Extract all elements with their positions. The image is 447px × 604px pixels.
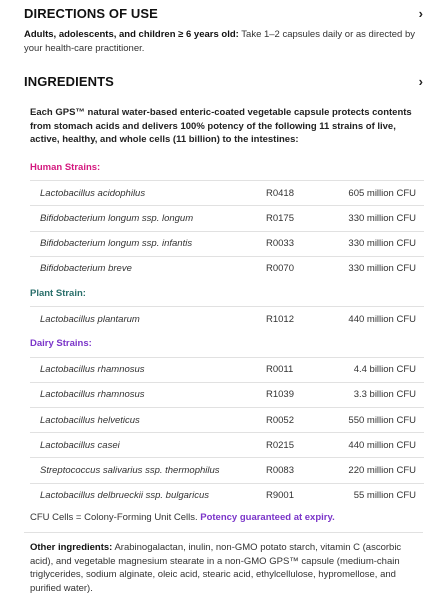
ingredients-title: INGREDIENTS xyxy=(24,73,114,89)
ingredients-table xyxy=(24,98,424,532)
strain-code: R0070 xyxy=(266,263,294,275)
cfu-definition: CFU Cells = Colony-Forming Unit Cells. xyxy=(30,512,198,523)
strain-code: R0175 xyxy=(266,212,294,224)
strain-name: Lactobacillus rhamnosus xyxy=(40,389,145,401)
strain-row xyxy=(30,382,424,407)
strain-row xyxy=(30,432,424,457)
strain-code: R1012 xyxy=(266,313,294,325)
strain-name: Bifidobacterium breve xyxy=(40,263,132,275)
strain-row xyxy=(30,306,424,331)
strain-name: Lactobacillus plantarum xyxy=(40,313,140,325)
strain-amount: 3.3 billion CFU xyxy=(353,389,416,401)
strain-row xyxy=(30,180,424,205)
strain-name: Lactobacillus casei xyxy=(40,439,120,451)
strain-code: R0418 xyxy=(266,187,294,199)
strain-code: R0011 xyxy=(266,364,294,376)
directions-title: DIRECTIONS OF USE xyxy=(24,5,158,21)
strain-code: R0052 xyxy=(266,414,294,426)
divider xyxy=(24,532,423,533)
ingredients-header[interactable] xyxy=(24,71,423,91)
strain-group-label: Dairy Strains: xyxy=(30,337,92,349)
strain-row xyxy=(30,231,424,256)
strain-amount: 220 million CFU xyxy=(348,464,416,476)
strain-code: R1039 xyxy=(266,389,294,401)
strain-name: Bifidobacterium longum ssp. infantis xyxy=(40,238,193,250)
other-ingredients-label: Other ingredients: xyxy=(30,542,113,553)
other-ingredients-text: Arabinogalactan, inulin, non-GMO potato starch, vitamin C (ascorbic acid), and vegetable magnesium stearate in a non-GMO GPS™ capsule (medium-chain triglycerides, sodium alginate, oleic acid, stearic acid, ethylcellulose, hypromellose, and purified water). xyxy=(30,542,402,594)
other-ingredients xyxy=(30,541,426,595)
strain-amount: 440 million CFU xyxy=(348,439,416,451)
strain-name: Lactobacillus helveticus xyxy=(40,414,140,426)
strain-code: R9001 xyxy=(266,490,294,502)
strain-row xyxy=(30,407,424,432)
strain-code: R0215 xyxy=(266,439,294,451)
strain-amount: 330 million CFU xyxy=(348,238,416,250)
strain-amount: 330 million CFU xyxy=(348,263,416,275)
strain-name: Lactobacillus rhamnosus xyxy=(40,364,145,376)
strain-row xyxy=(30,483,424,508)
strain-amount: 605 million CFU xyxy=(348,187,416,199)
ingredients-intro: Each GPS™ natural water-based enteric-coated vegetable capsule protects contents from stomach acids and delivers 100% potency of the following 11 strains of live, active, healthy, and whole cells (11 billion) to the intestines: xyxy=(30,107,412,145)
directions-text xyxy=(24,28,424,55)
strain-amount: 440 million CFU xyxy=(348,313,416,325)
strain-amount: 550 million CFU xyxy=(348,414,416,426)
strain-group-label: Plant Strain: xyxy=(30,287,86,299)
strain-row xyxy=(30,357,424,382)
potency-guarantee: Potency guaranteed at expiry. xyxy=(200,512,335,523)
strain-group-label: Human Strains: xyxy=(30,161,101,173)
directions-header[interactable] xyxy=(24,3,423,23)
directions-lead: Adults, adolescents, and children ≥ 6 years old: xyxy=(24,29,239,40)
directions-body: Take 1–2 capsules daily or as directed by your health-care practitioner. xyxy=(24,29,416,54)
strain-code: R0083 xyxy=(266,464,294,476)
strain-amount: 330 million CFU xyxy=(348,212,416,224)
strain-code: R0033 xyxy=(266,238,294,250)
chevron-right-icon[interactable]: › xyxy=(418,5,423,21)
strain-name: Streptococcus salivarius ssp. thermophilus xyxy=(40,464,220,476)
chevron-right-icon[interactable]: › xyxy=(418,73,423,89)
strain-amount: 4.4 billion CFU xyxy=(353,364,416,376)
strain-row xyxy=(30,256,424,281)
strain-name: Lactobacillus acidophilus xyxy=(40,187,146,199)
strain-row xyxy=(30,205,424,230)
strain-name: Bifidobacterium longum ssp. longum xyxy=(40,212,194,224)
strain-amount: 55 million CFU xyxy=(353,490,416,502)
strain-row xyxy=(30,457,424,482)
strain-name: Lactobacillus delbrueckii ssp. bulgaricus xyxy=(40,490,209,502)
cfu-note xyxy=(30,512,426,523)
